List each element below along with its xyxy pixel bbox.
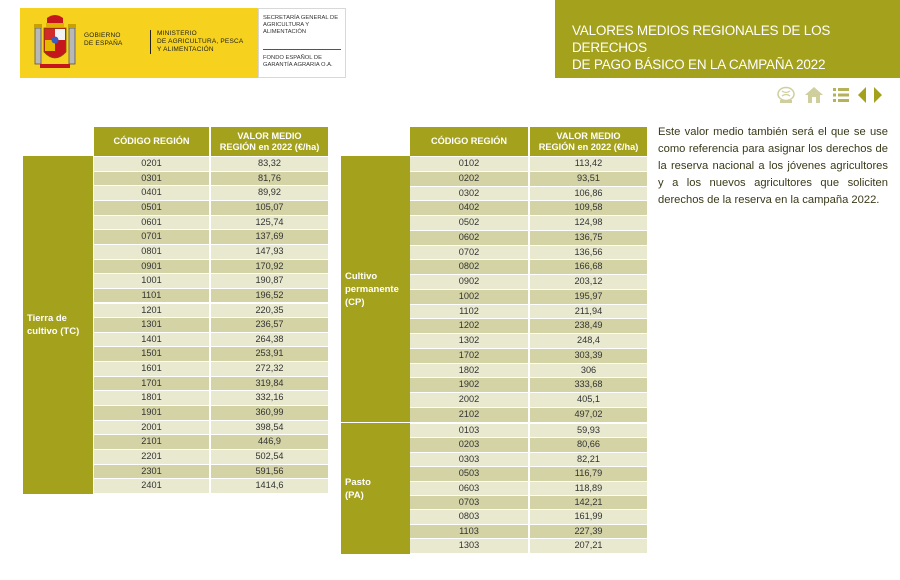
- table-row: [410, 438, 647, 452]
- region-value-cell: 82,21: [530, 453, 647, 466]
- table-row: [410, 187, 647, 202]
- region-value-cell: 446,9: [211, 435, 328, 449]
- region-code-cell: 1701: [94, 377, 209, 391]
- region-value-cell: 118,89: [530, 482, 647, 495]
- table-row: [410, 334, 647, 349]
- region-value-cell: 80,66: [530, 438, 647, 451]
- region-code-cell: 0603: [410, 482, 528, 495]
- table-row: [94, 230, 328, 245]
- table-row: [410, 305, 647, 320]
- region-code-cell: 0502: [410, 216, 528, 230]
- table-row: [94, 260, 328, 275]
- region-code-cell: 1002: [410, 290, 528, 304]
- region-value-cell: 196,52: [211, 289, 328, 303]
- table-row: [410, 539, 647, 553]
- table-row: [410, 467, 647, 481]
- region-value-cell: 220,35: [211, 304, 328, 318]
- region-value-cell: 319,84: [211, 377, 328, 391]
- region-value-cell: 238,49: [530, 319, 647, 333]
- right-header-value: VALOR MEDIO REGIÓN en 2022 (€/ha): [530, 127, 647, 156]
- region-code-cell: 0401: [94, 186, 209, 200]
- region-code-cell: 1301: [94, 318, 209, 332]
- region-value-cell: 227,39: [530, 525, 647, 538]
- region-code-cell: 1202: [410, 319, 528, 333]
- table-row: [410, 408, 647, 423]
- region-value-cell: 253,91: [211, 347, 328, 361]
- region-code-cell: 1101: [94, 289, 209, 303]
- region-value-cell: 248,4: [530, 334, 647, 348]
- region-code-cell: 0202: [410, 172, 528, 186]
- home-icon[interactable]: [804, 86, 824, 109]
- gobierno-label: GOBIERNO DE ESPAÑA: [84, 32, 123, 47]
- table-row: [94, 245, 328, 260]
- region-code-cell: 0302: [410, 187, 528, 201]
- table-row: [94, 362, 328, 377]
- region-code-cell: 0802: [410, 260, 528, 274]
- region-value-cell: 116,79: [530, 467, 647, 480]
- region-code-cell: 0102: [410, 157, 528, 171]
- right-header-code: CÓDIGO REGIÓN: [410, 127, 528, 156]
- region-value-cell: 190,87: [211, 274, 328, 288]
- table-row: [94, 216, 328, 231]
- region-value-cell: 113,42: [530, 157, 647, 171]
- table-row: [94, 274, 328, 289]
- table-row: [410, 510, 647, 524]
- region-code-cell: 0703: [410, 496, 528, 509]
- table-row: [410, 290, 647, 305]
- table-row: [94, 347, 328, 362]
- region-code-cell: 1103: [410, 525, 528, 538]
- region-code-cell: 1802: [410, 364, 528, 378]
- region-value-cell: 333,68: [530, 378, 647, 392]
- table-row: [410, 364, 647, 379]
- region-code-cell: 0303: [410, 453, 528, 466]
- region-code-cell: 0103: [410, 424, 528, 437]
- fondo-label: FONDO ESPAÑOL DE GARANTÍA AGRARIA O.A.: [263, 55, 333, 68]
- table-row: [94, 479, 328, 494]
- region-value-cell: 203,12: [530, 275, 647, 289]
- table-row: [94, 318, 328, 333]
- region-code-cell: 0503: [410, 467, 528, 480]
- table-row: [410, 319, 647, 334]
- table-row: [410, 216, 647, 231]
- table-row: [410, 378, 647, 393]
- region-code-cell: 1401: [94, 333, 209, 347]
- table-row: [410, 496, 647, 510]
- next-icon[interactable]: [872, 86, 884, 109]
- table-row: [410, 275, 647, 290]
- left-header-value: VALOR MEDIO REGIÓN en 2022 (€/ha): [211, 127, 328, 156]
- region-value-cell: 142,21: [530, 496, 647, 509]
- title-bar-notch: [547, 0, 555, 78]
- region-value-cell: 89,92: [211, 186, 328, 200]
- region-code-cell: 1501: [94, 347, 209, 361]
- region-code-cell: 2002: [410, 393, 528, 407]
- coat-of-arms-icon: [34, 14, 76, 72]
- region-value-cell: 93,51: [530, 172, 647, 186]
- table-row: [94, 304, 328, 319]
- region-code-cell: 2001: [94, 421, 209, 435]
- region-code-cell: 1702: [410, 349, 528, 363]
- secretaria-label: SECRETARÍA GENERAL DE AGRICULTURA Y ALIMENTACIÓN: [263, 15, 339, 35]
- table-row: [94, 465, 328, 480]
- secretaria-divider: [263, 49, 341, 50]
- table-row: [94, 333, 328, 348]
- region-value-cell: 405,1: [530, 393, 647, 407]
- table-row: [94, 157, 328, 172]
- region-value-cell: 591,56: [211, 465, 328, 479]
- brain-icon[interactable]: [776, 86, 796, 109]
- region-code-cell: 0803: [410, 510, 528, 523]
- region-value-cell: 398,54: [211, 421, 328, 435]
- region-code-cell: 0301: [94, 172, 209, 186]
- region-code-cell: 0701: [94, 230, 209, 244]
- left-header-code: CÓDIGO REGIÓN: [94, 127, 209, 156]
- category-cultivo-permanente: Cultivo permanente (CP): [341, 156, 410, 422]
- region-value-cell: 195,97: [530, 290, 647, 304]
- region-value-cell: 170,92: [211, 260, 328, 274]
- table-row: [94, 289, 328, 304]
- table-row: [410, 453, 647, 467]
- region-code-cell: 0201: [94, 157, 209, 171]
- region-code-cell: 1901: [94, 406, 209, 420]
- region-code-cell: 1902: [410, 378, 528, 392]
- table-row: [410, 201, 647, 216]
- description-text: Este valor medio también será el que se use como referencia para asignar los derechos de la reserva nacional a los jóvenes agricultores y a los nuevos agricultores que soliciten derechos de la reserva en la campaña 2022.: [658, 126, 888, 206]
- region-value-cell: 125,74: [211, 216, 328, 230]
- region-value-cell: 106,86: [530, 187, 647, 201]
- region-code-cell: 2101: [94, 435, 209, 449]
- region-code-cell: 0801: [94, 245, 209, 259]
- region-code-cell: 0702: [410, 246, 528, 260]
- region-code-cell: 0601: [94, 216, 209, 230]
- secretaria-box: [258, 8, 346, 78]
- table-row: [94, 186, 328, 201]
- region-value-cell: 109,58: [530, 201, 647, 215]
- table-row: [94, 377, 328, 392]
- table-row: [94, 172, 328, 187]
- table-row: [410, 157, 647, 172]
- table-row: [94, 450, 328, 465]
- region-value-cell: 83,32: [211, 157, 328, 171]
- region-code-cell: 0602: [410, 231, 528, 245]
- region-code-cell: 0402: [410, 201, 528, 215]
- region-value-cell: 166,68: [530, 260, 647, 274]
- region-code-cell: 0501: [94, 201, 209, 215]
- region-value-cell: 137,69: [211, 230, 328, 244]
- region-code-cell: 2401: [94, 479, 209, 493]
- region-value-cell: 147,93: [211, 245, 328, 259]
- region-value-cell: 360,99: [211, 406, 328, 420]
- region-value-cell: 136,75: [530, 231, 647, 245]
- table-row: [94, 201, 328, 216]
- category-pasto: Pasto (PA): [341, 423, 410, 554]
- region-code-cell: 2201: [94, 450, 209, 464]
- region-value-cell: 124,98: [530, 216, 647, 230]
- region-value-cell: 264,38: [211, 333, 328, 347]
- table-row: [94, 421, 328, 436]
- table-row: [410, 482, 647, 496]
- table-row: [410, 260, 647, 275]
- region-value-cell: 161,99: [530, 510, 647, 523]
- prev-icon[interactable]: [856, 86, 868, 109]
- ministerio-label: MINISTERIO DE AGRICULTURA, PESCA Y ALIMENTACIÓN: [150, 30, 243, 54]
- region-code-cell: 1102: [410, 305, 528, 319]
- region-value-cell: 211,94: [530, 305, 647, 319]
- table-row: [410, 525, 647, 539]
- region-code-cell: 0203: [410, 438, 528, 451]
- region-code-cell: 2301: [94, 465, 209, 479]
- region-value-cell: 59,93: [530, 424, 647, 437]
- region-code-cell: 1303: [410, 539, 528, 552]
- table-row: [410, 424, 647, 438]
- table-row: [410, 246, 647, 261]
- region-value-cell: 332,16: [211, 391, 328, 405]
- region-code-cell: 1601: [94, 362, 209, 376]
- region-code-cell: 2102: [410, 408, 528, 422]
- region-code-cell: 1201: [94, 304, 209, 318]
- table-row: [94, 435, 328, 450]
- region-value-cell: 236,57: [211, 318, 328, 332]
- region-value-cell: 303,39: [530, 349, 647, 363]
- region-value-cell: 272,32: [211, 362, 328, 376]
- region-code-cell: 1302: [410, 334, 528, 348]
- table-row: [410, 172, 647, 187]
- government-logo-block: [20, 8, 346, 78]
- region-value-cell: 502,54: [211, 450, 328, 464]
- page-title: VALORES MEDIOS REGIONALES DE LOS DERECHOS DE PAGO BÁSICO EN LA CAMPAÑA 2022: [572, 23, 831, 72]
- region-code-cell: 1801: [94, 391, 209, 405]
- region-value-cell: 306: [530, 364, 647, 378]
- table-row: [410, 393, 647, 408]
- region-code-cell: 1001: [94, 274, 209, 288]
- region-value-cell: 207,21: [530, 539, 647, 552]
- table-row: [94, 406, 328, 421]
- region-value-cell: 1414,6: [211, 479, 328, 493]
- table-row: [410, 231, 647, 246]
- table-row: [410, 349, 647, 364]
- region-code-cell: 0901: [94, 260, 209, 274]
- region-value-cell: 497,02: [530, 408, 647, 422]
- table-row: [94, 391, 328, 406]
- region-code-cell: 0902: [410, 275, 528, 289]
- category-tierra-cultivo: Tierra de cultivo (TC): [23, 156, 93, 494]
- region-value-cell: 81,76: [211, 172, 328, 186]
- region-value-cell: 105,07: [211, 201, 328, 215]
- region-value-cell: 136,56: [530, 246, 647, 260]
- list-icon[interactable]: [832, 86, 850, 109]
